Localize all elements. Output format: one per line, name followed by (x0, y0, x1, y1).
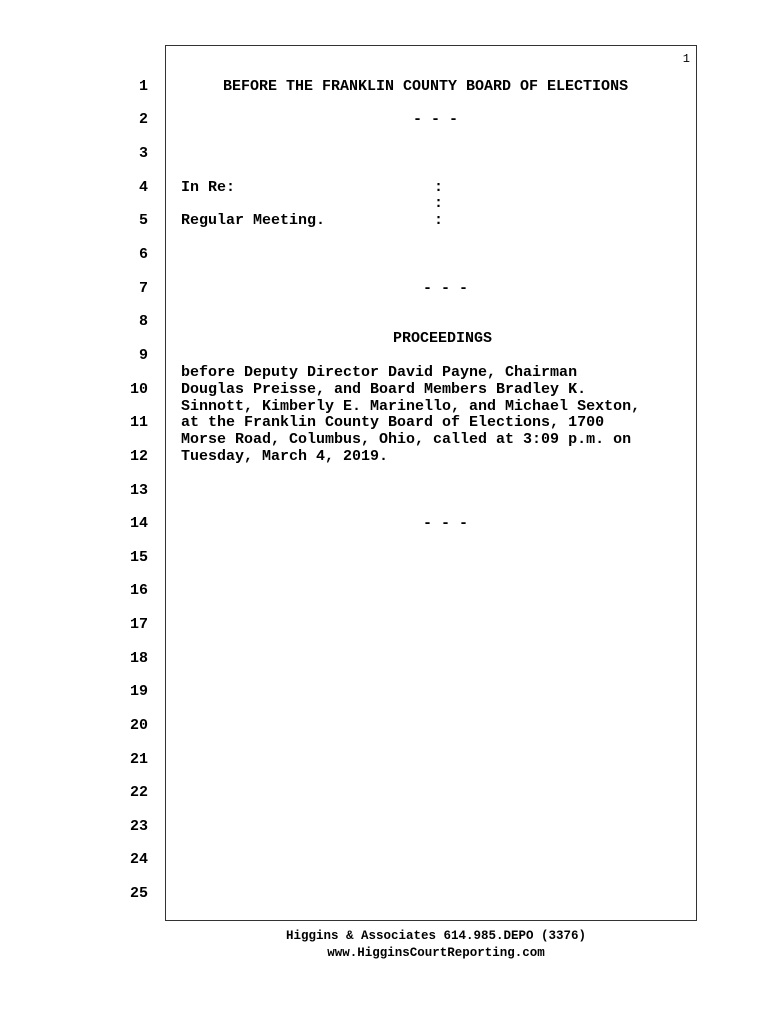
line-number: 2 (138, 111, 148, 128)
line-number: 21 (129, 751, 148, 768)
footer-website: www.HigginsCourtReporting.com (327, 946, 545, 960)
line-number: 22 (129, 784, 148, 801)
footer-company: Higgins & Associates 614.985.DEPO (3376) (285, 929, 587, 943)
line-number: 17 (129, 616, 148, 633)
proceedings-heading: PROCEEDINGS (393, 330, 493, 347)
line-number: 6 (138, 246, 148, 263)
caption-colon: : (434, 179, 444, 196)
separator: - - - (413, 111, 459, 128)
transcript-page-frame (165, 45, 697, 921)
page-number: 1 (682, 52, 690, 66)
line-number: 10 (129, 381, 148, 398)
line-number: 20 (129, 717, 148, 734)
caption-in-re: In Re: (181, 179, 236, 196)
line-number: 16 (129, 582, 148, 599)
line-number: 25 (129, 885, 148, 902)
line-number: 5 (138, 212, 148, 229)
line-number: 12 (129, 448, 148, 465)
line-number: 1 (138, 78, 148, 95)
body-line: Tuesday, March 4, 2019. (181, 448, 389, 465)
line-number: 9 (138, 347, 148, 364)
line-number: 7 (138, 280, 148, 297)
caption-regular-meeting: Regular Meeting. (181, 212, 326, 229)
caption-colon: : (434, 212, 444, 229)
caption-colon: : (434, 195, 444, 212)
separator: - - - (423, 515, 469, 532)
body-line: Sinnott, Kimberly E. Marinello, and Michael Sexton, (181, 398, 641, 415)
line-number: 23 (129, 818, 148, 835)
line-number: 4 (138, 179, 148, 196)
body-line: Morse Road, Columbus, Ohio, called at 3:09 p.m. on (181, 431, 632, 448)
body-line: at the Franklin County Board of Elections, 1700 (181, 414, 605, 431)
line-number: 14 (129, 515, 148, 532)
body-line: Douglas Preisse, and Board Members Bradley K. (181, 381, 587, 398)
line-number: 11 (129, 414, 148, 431)
line-number: 19 (129, 683, 148, 700)
line-number: 8 (138, 313, 148, 330)
body-line: before Deputy Director David Payne, Chairman (181, 364, 578, 381)
line-number: 13 (129, 482, 148, 499)
line-number: 24 (129, 851, 148, 868)
line-number: 18 (129, 650, 148, 667)
separator: - - - (423, 280, 469, 297)
line-number: 15 (129, 549, 148, 566)
document-title: BEFORE THE FRANKLIN COUNTY BOARD OF ELECTIONS (223, 78, 629, 95)
line-number: 3 (138, 145, 148, 162)
